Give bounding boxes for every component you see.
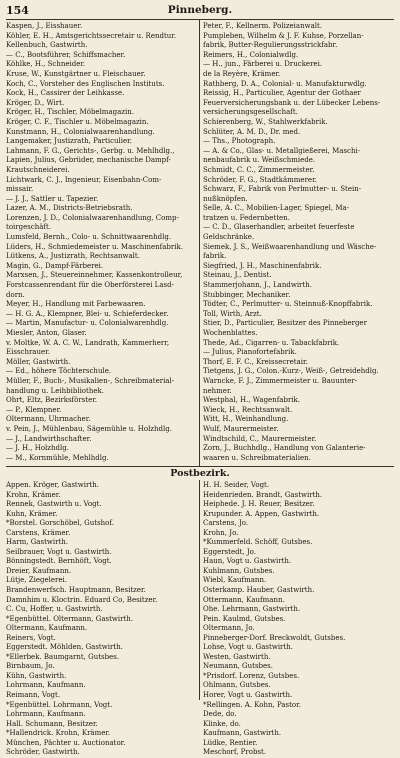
directory-entry: tratzen u. Federnbetten. xyxy=(203,213,290,222)
directory-entry: Heiphede. J. H. Reuer, Besitzer. xyxy=(203,500,315,509)
directory-entry: Siemek, J. S., Weißwaarenhandlung und Wäsche- xyxy=(203,242,377,251)
directory-entry: — Ed., höhere Töchterschule. xyxy=(6,367,112,376)
directory-entry: Meschorf, Probst. xyxy=(203,748,267,757)
directory-entry: — J. H., Holzhdlg. xyxy=(6,444,69,453)
directory-entry: Köhler, E. H., Amtsgerichtssecretair u. Rendtur. xyxy=(6,31,177,40)
directory-entry: Carstens, Jo. xyxy=(203,519,249,528)
directory-entry: Windtschild, C., Maurermeister. xyxy=(203,434,317,443)
directory-entry: Klinke, do. xyxy=(203,719,241,728)
directory-entry: Schwarz, F., Fabrik von Perlmutter- u. Stein- xyxy=(203,185,362,194)
directory-entry: Pein. Kaulmd, Gutsbes. xyxy=(203,614,286,623)
directory-entry: Appen. Kröger, Gastwirth. xyxy=(6,481,99,489)
directory-entry: Tietgens, J. G., Colon.-Kurz-, Weiß-, Getreidehdlg. xyxy=(203,367,379,376)
directory-entry: Pumpleben, Wilhelm & J. F. Kuhse, Porzellan- xyxy=(203,31,364,40)
directory-entry: Lütje, Ziegelerei. xyxy=(6,576,67,585)
directory-entry: v. Pein, J., Mühlenbau, Sägemühle u. Holzhdlg. xyxy=(6,424,172,433)
directory-entry: Ohe. Lehrmann, Gastwirth. xyxy=(203,605,301,614)
directory-entry: Dede, do. xyxy=(203,710,237,719)
directory-entry: Heidenrieden. Brandt, Gastwirth. xyxy=(203,490,323,499)
directory-entry: Dreier, Kaufmann. xyxy=(6,566,72,575)
directory-entry: nehmer. xyxy=(203,386,232,395)
directory-entry: Miesler, Anton, Glaser. xyxy=(6,329,87,337)
directory-entry: *Egenbüttel. Lohrmann, Vogt. xyxy=(6,700,113,709)
directory-entry: Stier, D., Particulier, Besitzer des Pinneberger xyxy=(203,319,367,328)
directory-entry: nenbaufabrik u. Weißschmiede. xyxy=(203,156,316,165)
directory-entry: de la Reyère, Krämer. xyxy=(203,69,281,78)
directory-entry: — C., Bootsführer, Schiffsmacher. xyxy=(6,50,126,59)
directory-entry: Kellenbuch, Gastwirth. xyxy=(6,41,88,50)
directory-entry: — A. & Co., Glas- u. Metallgießerei, Maschi- xyxy=(203,146,361,155)
directory-entry: Lichtwark, C. J., Ingenieur, Eisenbahn-Com- xyxy=(6,175,162,184)
directory-entry: München, Pächter u. Auctionator. xyxy=(6,738,126,747)
directory-entry: — C. D., Glaserhandler, arbeitet feuerfeste xyxy=(203,223,355,232)
directory-entry: — Julius, Pianofortefabrik. xyxy=(203,348,297,357)
section-title: Postbezirk. xyxy=(170,468,230,479)
directory-entry: Tödter, C., Perlmutter- u. Steinnuß-Knopffabrik. xyxy=(203,300,373,309)
column-divider-lower xyxy=(199,480,200,700)
directory-entry: Koch, C., Vorsteher des Englischen Instituts. xyxy=(6,79,165,88)
directory-entry: Krupunder. A. Appen, Gastwirth. xyxy=(203,509,320,518)
directory-entry: Lazer, A. M., Districts-Betriebsrath. xyxy=(6,204,133,213)
directory-entry: *Hallendrick. Krohn, Krämer. xyxy=(6,729,111,738)
directory-entry: Meyer, H., Handlung mit Farbewaaren. xyxy=(6,300,146,309)
directory-entry: Kaspen, J., Eisshauer. xyxy=(6,22,83,30)
directory-entry: Lüdke, Rentier. xyxy=(203,738,258,747)
directory-entry: Osterkamp. Hauber, Gastwirth. xyxy=(203,586,315,595)
directory-entry: toirgeschäft. xyxy=(6,223,52,232)
directory-entry: Schlüter, A. M. D., Dr. med. xyxy=(203,127,301,136)
directory-entry: Pinneberger-Dorf. Breckwoldt, Gutsbes. xyxy=(203,633,346,642)
directory-entry: Warncke, F. J., Zimmermeister u. Bauunter- xyxy=(203,376,357,385)
directory-entry: Seilbrauer, Vogt u. Gastwirth. xyxy=(6,547,112,556)
directory-entry: Wieck, H., Rechtsanwalt. xyxy=(203,405,293,414)
postal-district-right-column xyxy=(203,481,394,757)
directory-entry: Lumsfeld, Bernh., Colo- u. Schnittwaarenhdlg. xyxy=(6,233,172,242)
directory-entry: Wiebl, Kaufmann. xyxy=(203,576,267,585)
directory-entry: Schröder, Gastwirth. xyxy=(6,748,80,757)
directory-entry: Reissig, H., Particulier, Agentur der Gothaer xyxy=(203,89,361,98)
directory-entry: Ottermann, Kaufmann. xyxy=(203,595,285,604)
directory-entry: Kruse, W., Kunstgärtner u. Fleischauer. xyxy=(6,69,146,78)
directory-entry: Schierenberg, W., Stahlwerkfabrik. xyxy=(203,117,328,126)
directory-entry: — Martin, Manufactur- u. Colonialwarenhdlg. xyxy=(6,319,169,328)
directory-entry: *Egenbüttel. Oltermann, Gastwirth. xyxy=(6,614,134,623)
directory-entry: Peter, F., Kellnerm. Polizeianwalt. xyxy=(203,22,323,30)
directory-entry: C. Cu, Hoffer, u. Gastwirth. xyxy=(6,605,103,614)
directory-entry: Oltermann, Jo. xyxy=(203,624,255,633)
directory-entry: waaren u. Schreibmaterialien. xyxy=(203,453,311,462)
directory-entry: Kröger, H., Tischler, Möbelmagazin. xyxy=(6,108,134,117)
directory-entry: Marxsen, J., Steuereinnehmer, Kassenkontrolleur, xyxy=(6,271,183,280)
directory-entry: Witt, H., Weinhandlung. xyxy=(203,415,289,424)
directory-entry: Selle, A. C., Mobilien-Lager, Spiegel, Ma- xyxy=(203,204,350,213)
directory-entry: Stammerjohann, J., Landwirth. xyxy=(203,281,312,290)
directory-entry: fabrik. xyxy=(203,252,227,261)
directory-entry: dorn. xyxy=(6,290,25,299)
directory-entry: Langemaker, Justizrath, Particulier. xyxy=(6,137,132,146)
directory-entry: Krohn, Jo. xyxy=(203,528,239,537)
directory-entry: Forstcassenrendant für die Oberförsterei Lasd- xyxy=(6,281,174,290)
directory-entry: Rennek, Gastwirth u. Vogt. xyxy=(6,500,102,509)
directory-entry: Kröger, C. F., Tischler u. Möbelmagazin. xyxy=(6,117,149,126)
directory-entry: handlung u. Leihbibliothek. xyxy=(6,386,104,395)
directory-entry: Carstens, Krämer. xyxy=(6,528,71,537)
directory-entry: nußknöpfen. xyxy=(203,194,248,203)
directory-entry: Müller, F., Buch-, Musikalien-, Schreibmaterial- xyxy=(6,376,175,385)
column-divider xyxy=(199,20,200,466)
directory-entry: v. Moltke, W. A. C. W., Landrath, Kammerherr, xyxy=(6,338,170,347)
directory-entry: Siegfried, J. H., Maschinenfabrik. xyxy=(203,261,322,270)
directory-entry: Kühn, Gastwirth. xyxy=(6,671,67,680)
directory-entry: Damnhim u. Kloctrin. Eduard Co, Besitzer. xyxy=(6,595,158,604)
directory-entry: Horer, Vogt u. Gastwirth. xyxy=(203,691,293,700)
directory-entry: Lüders, H., Schmiedemeister u. Maschinenfabrik. xyxy=(6,242,183,251)
section-rule xyxy=(6,466,394,467)
directory-entry: Zorn, J., Buchhdlg., Handlung von Galanterie- xyxy=(203,444,366,453)
directory-entry: Lapien, Julius, Gebrüder, mechanische Dampf- xyxy=(6,156,171,165)
directory-entry: Reimann, Vogt. xyxy=(6,691,61,700)
directory-entry: Harm, Gastwirth. xyxy=(6,538,69,547)
directory-entry: missair. xyxy=(6,185,34,194)
directory-entry: — H., jun., Färberei u. Druckerei. xyxy=(203,60,323,69)
directory-entry: *Kummerfeld. Schöff, Gutsbes. xyxy=(203,538,313,547)
directory-entry: — P., Klempner. xyxy=(6,405,62,414)
directory-entry: Krautschneiderei. xyxy=(6,165,70,174)
page-number: 154 xyxy=(6,4,29,17)
directory-entry: Brandenwerfsch. Hauptmann, Besitzer. xyxy=(6,586,146,595)
directory-entry: Lohse, Vogt u. Gastwirth. xyxy=(203,643,293,652)
directory-entry: — M., Kornmühle, Mehlhdlg. xyxy=(6,453,109,462)
directory-entry: Rathberg, D. A., Colonial- u. Manufakturwdlg. xyxy=(203,79,367,88)
directory-entry: fabrik, Butter-Regulierungsstrickfabr. xyxy=(203,41,338,50)
directory-entry: Westphal, H., Wagenfabrik. xyxy=(203,396,300,405)
directory-entry: Kunstmann, H., Colonialwaarenhandlung. xyxy=(6,127,155,136)
directory-entry: *Rellingen. A. Kohn, Pastor. xyxy=(203,700,301,709)
directory-entry: H. H. Seider, Vogt. xyxy=(203,481,270,489)
postal-district-left-column xyxy=(6,481,197,757)
directory-entry: Reimers, H., Colonialwdlg. xyxy=(203,50,299,59)
directory-entry: Eggerstedt, Jo. xyxy=(203,547,256,556)
directory-entry: Kröger, D., Wirt. xyxy=(6,98,65,107)
directory-entry: Geldschränke. xyxy=(203,233,255,242)
directory-entry: Köhlke, H., Schneider. xyxy=(6,60,86,69)
directory-entry: Schmidt, C. C., Zimmermeister. xyxy=(203,165,315,174)
directory-entry: Thorf, E. F. C., Kreissecretair. xyxy=(203,357,308,366)
directory-entry: Lütkens, A., Justizrath, Rechtsanwalt. xyxy=(6,252,140,261)
directory-entry: Hall. Schumann, Besitzer. xyxy=(6,719,98,728)
directory-entry: Schröder, F. G., Stadtkämmerer. xyxy=(203,175,317,184)
directory-entry: — J. J., Sattler u. Tapezier. xyxy=(6,194,99,203)
directory-entry: Oltermann, Uhrmacher. xyxy=(6,415,91,424)
directory-entry: Krohn, Krämer. xyxy=(6,490,61,499)
directory-entry: Birnbaum, Jo. xyxy=(6,662,55,671)
directory-entry: Eisschrauer. xyxy=(6,348,50,357)
directory-entry: Haun, Vogt u. Gastwirth. xyxy=(203,557,292,566)
directory-entry: Steinau, J., Dentist. xyxy=(203,271,272,280)
directory-entry: Magin, G., Dampf-Färberei. xyxy=(6,261,104,270)
directory-entry: Kuhn, Krämer. xyxy=(6,509,58,518)
directory-entry: Lahmann, F. G., Gerichts-, Gerbg. u. Mehlhdlg., xyxy=(6,146,175,155)
directory-entry: Bönningstedt. Bernhöft, Vogt. xyxy=(6,557,112,566)
directory-entry: — J., Landwirthschafter. xyxy=(6,434,92,443)
directory-entry: Kaufmann, Gastwirth. xyxy=(203,729,282,738)
directory-entry: Wulf, Maurermeister. xyxy=(203,424,279,433)
directory-entry: Neumann, Gutsbes. xyxy=(203,662,273,671)
directory-entry: *Borstel. Gorschöbel, Gutshof. xyxy=(6,519,114,528)
directory-entry: Lohrmann, Kaufmann. xyxy=(6,710,86,719)
directory-entry: Möller, Gastwirth. xyxy=(6,357,71,366)
directory-entry: Oltermann, Kaufmann. xyxy=(6,624,88,633)
directory-entry: *Ellerbek. Baumgarnt, Gutsbes. xyxy=(6,652,120,661)
directory-entry: — Ths., Photograph. xyxy=(203,137,276,146)
directory-entry: *Prisdorf. Lorenz, Gutsbes. xyxy=(203,671,300,680)
directory-entry: Reiners, Vogt. xyxy=(6,633,56,642)
directory-entry: versicherungsgesellschaft. xyxy=(203,108,298,117)
directory-entry: Kock, H., Cassirer der Leihkasse. xyxy=(6,89,125,98)
directory-entry: Westen, Gastwirth. xyxy=(203,652,271,661)
page-header xyxy=(6,4,394,18)
directory-entry: Wochenblattes. xyxy=(203,329,258,337)
directory-entry: Lohrmann, Kaufmann. xyxy=(6,681,86,690)
directory-entry: Thede, Ad., Cigarren- u. Tabackfabrik. xyxy=(203,338,340,347)
directory-entry: Toll, Wirth, Arzt. xyxy=(203,309,262,318)
directory-entry: Feuerversicherungsbank u. der Lübecker Lebens- xyxy=(203,98,381,107)
directory-entry: Ohrt, Eltz, Bezirksförster. xyxy=(6,396,98,405)
page-title: Pinneberg. xyxy=(167,4,233,16)
directory-entry: — H. G. A., Klempner, Blei- u. Schieferdecker. xyxy=(6,309,169,318)
town-directory-right-column xyxy=(203,22,394,465)
directory-entry: Kuhlmann, Gutsbes. xyxy=(203,566,275,575)
header-rule xyxy=(6,19,394,20)
directory-entry: Eggerstedt. Möhlden, Gastwirth. xyxy=(6,643,123,652)
directory-entry: Ohlmann, Gutsbes. xyxy=(203,681,271,690)
town-directory-left-column xyxy=(6,22,197,465)
directory-entry: Stubbinger, Mechaniker. xyxy=(203,290,291,299)
directory-entry: Lorenzen, J. D., Colonialwaarenhandlung, Comp- xyxy=(6,213,179,222)
